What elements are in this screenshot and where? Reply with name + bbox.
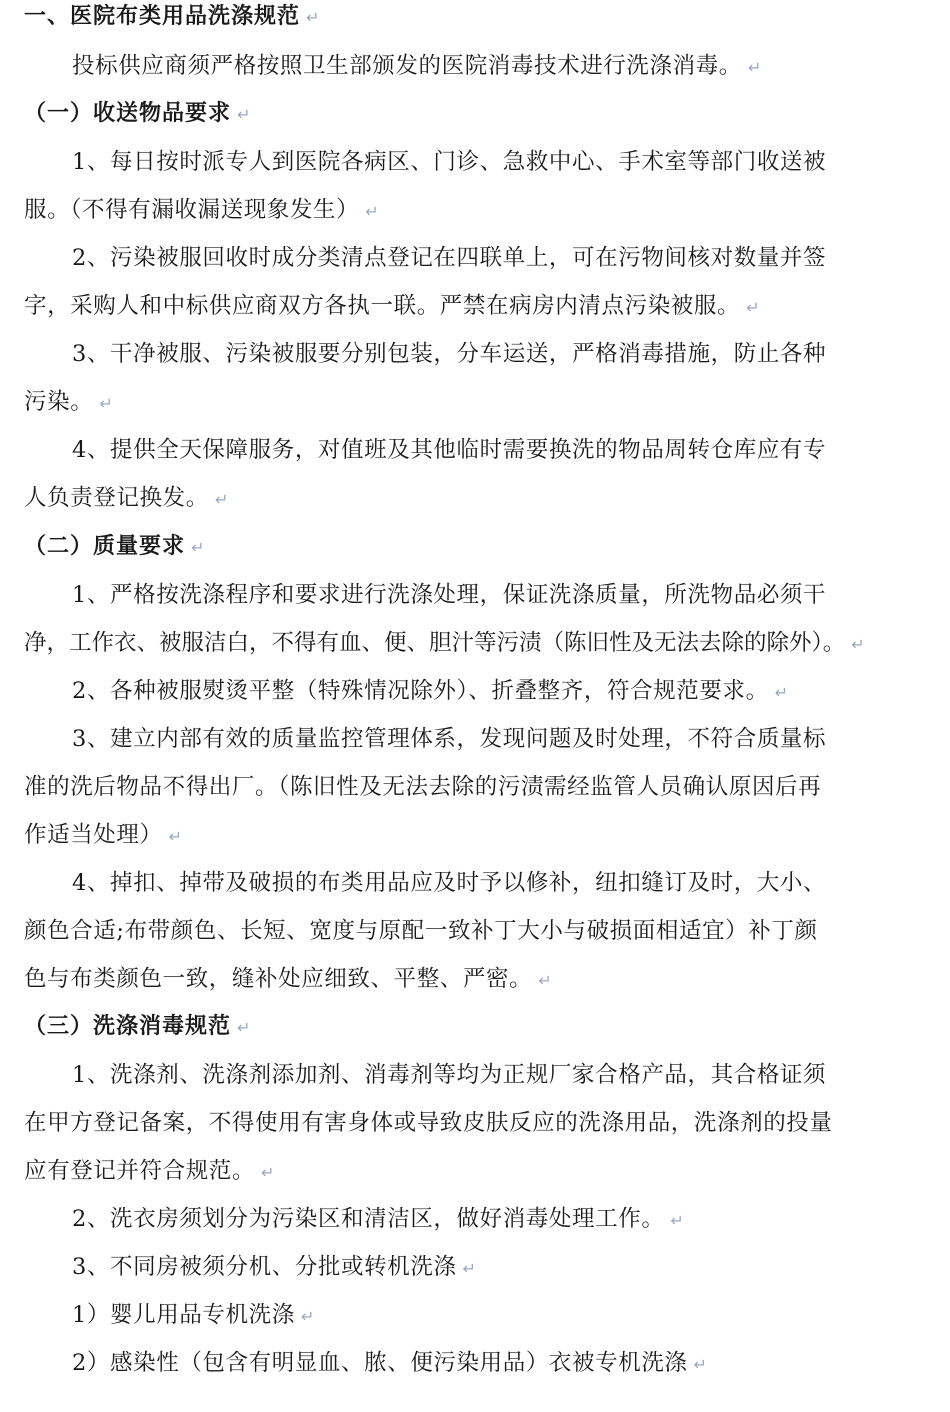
section-heading: （三）洗涤消毒规范 ↵ [24, 1014, 251, 1039]
paragraph-line: 净，工作衣、被服洁白，不得有血、便、胆汁等污渍（陈旧性及无法去除的除外）。 ↵ [24, 630, 865, 656]
paragraph-mark-icon: ↵ [538, 971, 552, 990]
paragraph-line: 2、洗衣房须划分为污染区和清洁区，做好消毒处理工作。 ↵ [72, 1206, 684, 1232]
paragraph-line: 色与布类颜色一致，缝补处应细致、平整、严密。 ↵ [24, 966, 552, 992]
paragraph-mark-icon: ↵ [693, 1355, 707, 1374]
paragraph-line: 1、严格按洗涤程序和要求进行洗涤处理，保证洗涤质量，所洗物品必须干 [72, 582, 827, 608]
paragraph-line: 字，采购人和中标供应商双方各执一联。严禁在病房内清点污染被服。 ↵ [24, 293, 760, 319]
paragraph-mark-icon: ↵ [237, 105, 251, 124]
paragraph-line: 服。（不得有漏收漏送现象发生） ↵ [24, 197, 379, 223]
paragraph-line: 1、每日按时派专人到医院各病区、门诊、急救中心、手术室等部门收送被 [72, 149, 827, 175]
paragraph-line: 1、洗涤剂、洗涤剂添加剂、消毒剂等均为正规厂家合格产品，其合格证须 [72, 1062, 827, 1088]
paragraph-line: 3、建立内部有效的质量监控管理体系，发现问题及时处理，不符合质量标 [72, 726, 827, 752]
paragraph-mark-icon: ↵ [261, 1163, 275, 1182]
paragraph-mark-icon: ↵ [747, 58, 762, 77]
paragraph-line: 在甲方登记备案，不得使用有害身体或导致皮肤反应的洗涤用品，洗涤剂的投量 [24, 1110, 833, 1136]
paragraph-line: 人负责登记换发。 ↵ [24, 485, 229, 511]
paragraph-line: 2）感染性（包含有明显血、脓、便污染用品）衣被专机洗涤 ↵ [72, 1350, 707, 1376]
paragraph-line: 1）婴儿用品专机洗涤 ↵ [72, 1302, 315, 1328]
paragraph-line: 2、各种被服熨烫平整（特殊情况除外）、折叠整齐，符合规范要求。 ↵ [72, 678, 789, 704]
paragraph-mark-icon: ↵ [306, 8, 320, 27]
paragraph-mark-icon: ↵ [746, 298, 760, 317]
intro-paragraph: 投标供应商须严格按照卫生部颁发的医院消毒技术进行洗涤消毒。 ↵ [72, 53, 762, 79]
paragraph-line: 准的洗后物品不得出厂。（陈旧性及无法去除的污渍需经监管人员确认原因后再 [24, 774, 822, 800]
paragraph-line: 作适当处理） ↵ [24, 822, 183, 848]
paragraph-line: 应有登记并符合规范。 ↵ [24, 1158, 275, 1184]
paragraph-line: 4、提供全天保障服务，对值班及其他临时需要换洗的物品周转仓库应有专 [72, 437, 827, 463]
paragraph-mark-icon: ↵ [462, 1259, 476, 1278]
paragraph-mark-icon: ↵ [670, 1211, 684, 1230]
paragraph-line: 3、干净被服、污染被服要分别包装，分车运送，严格消毒措施，防止各种 [72, 341, 827, 367]
section-heading: （一）收送物品要求 ↵ [24, 101, 251, 126]
paragraph-line: 3、不同房被须分机、分批或转机洗涤 ↵ [72, 1254, 476, 1280]
paragraph-mark-icon: ↵ [300, 1307, 315, 1326]
paragraph-mark-icon: ↵ [191, 538, 205, 557]
paragraph-line: 4、掉扣、掉带及破损的布类用品应及时予以修补，纽扣缝订及时，大小、 [72, 870, 827, 896]
paragraph-line: 2、污染被服回收时成分类清点登记在四联单上，可在污物间核对数量并签 [72, 245, 827, 271]
paragraph-line: 颜色合适;布带颜色、长短、宽度与原配一致补丁大小与破损面相适宜）补丁颜 [24, 918, 818, 944]
paragraph-mark-icon: ↵ [214, 490, 229, 509]
paragraph-line: 污染。 ↵ [24, 389, 113, 415]
paragraph-mark-icon: ↵ [851, 635, 865, 654]
paragraph-mark-icon: ↵ [365, 202, 379, 221]
section-heading: （二）质量要求 ↵ [24, 534, 205, 559]
paragraph-mark-icon: ↵ [237, 1018, 251, 1037]
document-title: 一、医院布类用品洗涤规范 ↵ [24, 4, 320, 29]
paragraph-mark-icon: ↵ [774, 683, 789, 702]
paragraph-mark-icon: ↵ [168, 827, 183, 846]
paragraph-mark-icon: ↵ [99, 394, 113, 413]
